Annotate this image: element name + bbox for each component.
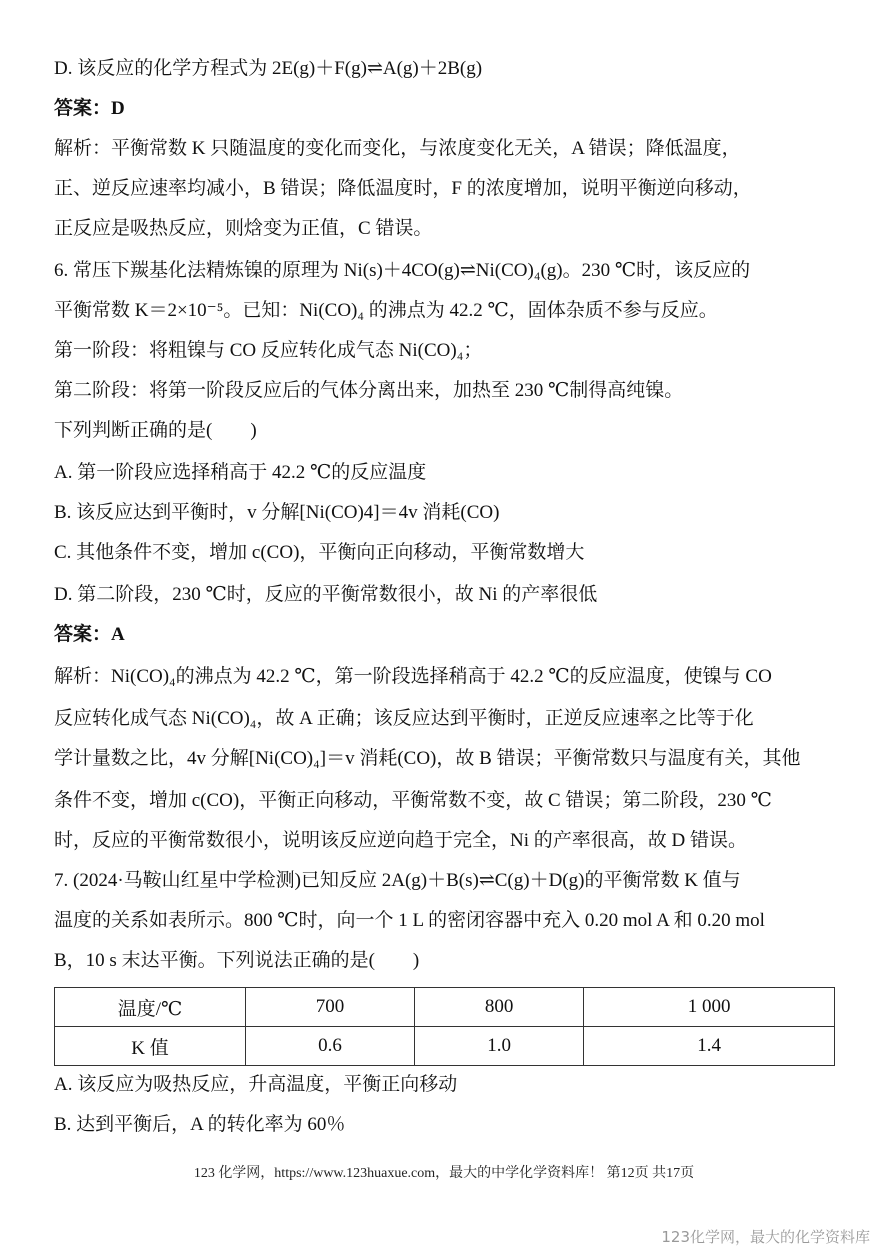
- doc-line: 第一阶段：将粗镍与 CO 反应转化成气态 Ni(CO)₄；: [54, 340, 483, 361]
- doc-line: 学计量数之比，4v 分解[Ni(CO)₄]＝v 消耗(CO)，故 B 错误；平衡常数只与温度有关，其他: [54, 748, 801, 769]
- option-a: A. 第一阶段应选择稍高于 42.2 ℃的反应温度: [54, 462, 427, 483]
- table-cell: 700: [246, 988, 415, 1027]
- table-cell: 温度/℃: [55, 988, 246, 1027]
- watermark: 123化学网，最大的化学资料库: [661, 1228, 870, 1246]
- doc-line: 平衡常数 K＝2×10⁻⁵。已知：Ni(CO)₄ 的沸点为 42.2 ℃，固体杂质不参与反应。: [54, 300, 718, 321]
- table-cell: 1.4: [584, 1027, 835, 1066]
- question-7: 7. (2024·马鞍山红星中学检测)已知反应 2A(g)＋B(s)⇌C(g)＋D(g)的平衡常数 K 值与: [54, 870, 741, 891]
- question-6: 6. 常压下羰基化法精炼镍的原理为 Ni(s)＋4CO(g)⇌Ni(CO)₄(g)。230 ℃时，该反应的: [54, 260, 751, 281]
- option-d: D. 第二阶段，230 ℃时，反应的平衡常数很小，故 Ni 的产率很低: [54, 584, 598, 605]
- page-footer: 123 化学网，https://www.123huaxue.com，最大的中学化学资料库！ 第12页 共17页: [193, 1166, 695, 1181]
- option-c: C. 其他条件不变，增加 c(CO)，平衡向正向移动，平衡常数增大: [54, 542, 585, 563]
- table-cell: 1.0: [415, 1027, 584, 1066]
- doc-line: 时，反应的平衡常数很小，说明该反应逆向趋于完全，Ni 的产率很高，故 D 错误。: [54, 830, 747, 851]
- doc-line: 解析：平衡常数 K 只随温度的变化而变化，与浓度变化无关，A 错误；降低温度，: [54, 138, 741, 159]
- doc-line: 正、逆反应速率均减小，B 错误；降低温度时，F 的浓度增加，说明平衡逆向移动，: [54, 178, 752, 199]
- option-b: B. 该反应达到平衡时，v 分解[Ni(CO)4]＝4v 消耗(CO): [54, 502, 500, 523]
- table-row: [55, 1027, 835, 1066]
- table-cell: K 值: [55, 1027, 246, 1066]
- doc-line: 反应转化成气态 Ni(CO)₄，故 A 正确；该反应达到平衡时，正逆反应速率之比等于化: [54, 708, 754, 729]
- option-a: A. 该反应为吸热反应，升高温度，平衡正向移动: [54, 1074, 458, 1095]
- answer-label: 答案：D: [54, 98, 125, 119]
- doc-line: 条件不变，增加 c(CO)，平衡正向移动，平衡常数不变，故 C 错误；第二阶段，230 ℃: [54, 790, 772, 811]
- doc-line: B，10 s 末达平衡。下列说法正确的是( ): [54, 950, 420, 971]
- doc-line: 第二阶段：将第一阶段反应后的气体分离出来，加热至 230 ℃制得高纯镍。: [54, 380, 684, 401]
- doc-line: D. 该反应的化学方程式为 2E(g)＋F(g)⇌A(g)＋2B(g): [54, 58, 483, 79]
- doc-line: 温度的关系如表所示。800 ℃时，向一个 1 L 的密闭容器中充入 0.20 mol A 和 0.20 mol: [54, 910, 765, 931]
- k-value-table: [54, 987, 835, 1066]
- doc-line: 解析：Ni(CO)₄的沸点为 42.2 ℃，第一阶段选择稍高于 42.2 ℃的反应温度，使镍与 CO: [54, 666, 772, 687]
- option-b: B. 达到平衡后，A 的转化率为 60％: [54, 1114, 346, 1135]
- answer-label: 答案：A: [54, 624, 125, 645]
- table-row: [55, 988, 835, 1027]
- doc-line: 下列判断正确的是( ): [54, 420, 257, 441]
- table-cell: 1 000: [584, 988, 835, 1027]
- doc-line: 正反应是吸热反应，则焓变为正值，C 错误。: [54, 218, 433, 239]
- table-cell: 0.6: [246, 1027, 415, 1066]
- table-cell: 800: [415, 988, 584, 1027]
